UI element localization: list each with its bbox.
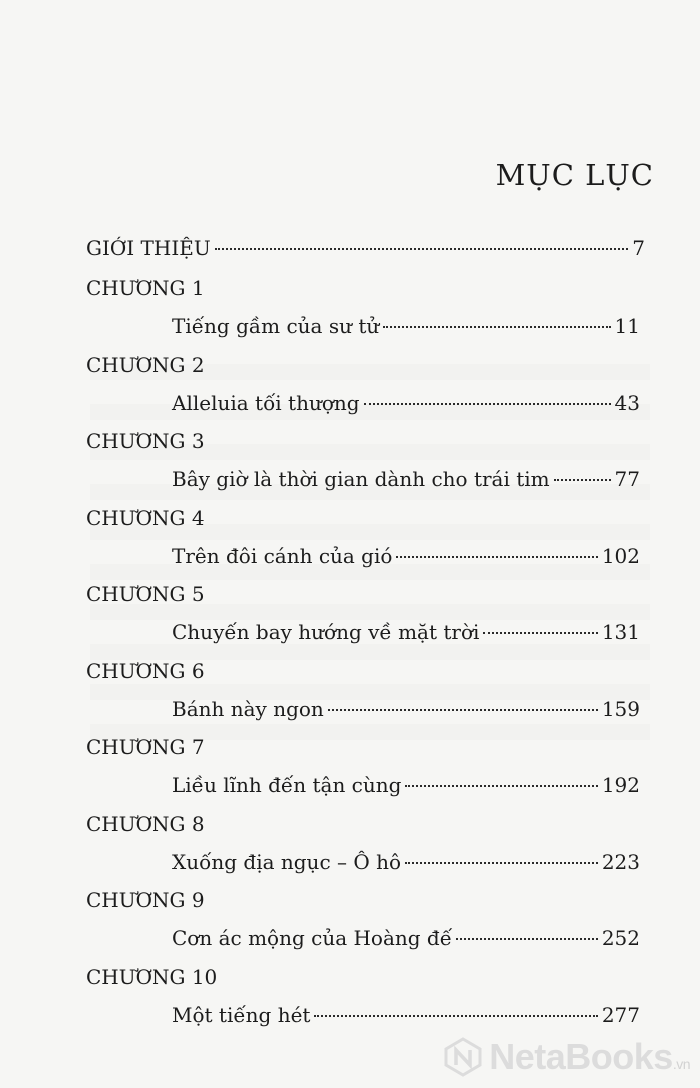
toc-entry-label: Một tiếng hét xyxy=(172,1002,311,1027)
watermark-text xyxy=(489,1036,690,1078)
chapter-heading: CHƯƠNG 6 xyxy=(86,658,205,683)
chapter-heading: CHƯƠNG 9 xyxy=(86,888,205,912)
dot-leader xyxy=(405,862,598,864)
toc-entry[interactable] xyxy=(172,620,640,650)
toc-page-number: 102 xyxy=(601,543,640,568)
toc-entry-label: Xuống địa ngục – Ô hô xyxy=(172,849,402,874)
dot-leader xyxy=(364,403,611,405)
dot-leader xyxy=(405,785,597,787)
dot-leader xyxy=(328,709,598,711)
toc-entry[interactable] xyxy=(172,467,640,497)
toc-entry-label: Trên đôi cánh của gió xyxy=(172,543,393,568)
dot-leader xyxy=(456,938,598,940)
toc-page-number: 159 xyxy=(601,696,640,721)
toc-page-number: 11 xyxy=(614,314,640,338)
chapter-heading: CHƯƠNG 5 xyxy=(86,582,205,606)
page-title: MỤC LỤC xyxy=(495,158,654,192)
dot-leader xyxy=(483,632,597,634)
watermark-brand: NetaBooks xyxy=(489,1036,673,1077)
toc-entry-label: Tiếng gầm của sư tử xyxy=(172,314,380,338)
dot-leader xyxy=(215,248,629,250)
toc-page-number: 277 xyxy=(601,1002,640,1027)
toc-entry-label: Bây giờ là thời gian dành cho trái tim xyxy=(172,467,550,491)
chapter-heading: CHƯƠNG 2 xyxy=(86,352,205,377)
toc-entry[interactable] xyxy=(172,391,640,421)
toc-page-number: 252 xyxy=(601,926,640,950)
toc-entry[interactable] xyxy=(172,1003,640,1033)
toc-page-number: 131 xyxy=(601,620,640,644)
toc-entry-label: Cơn ác mộng của Hoàng đế xyxy=(172,926,453,950)
toc-entry-intro[interactable] xyxy=(86,236,645,266)
toc-entry[interactable] xyxy=(172,314,640,344)
toc-page-number: 192 xyxy=(601,773,640,797)
toc-page-number: 43 xyxy=(614,390,640,415)
toc-entry-label: Bánh này ngon xyxy=(172,696,324,721)
toc-page-number: 223 xyxy=(601,849,640,874)
toc-page-number: 77 xyxy=(614,467,640,491)
toc-entry-label: GIỚI THIỆU xyxy=(86,236,211,260)
chapter-heading: CHƯƠNG 1 xyxy=(86,276,205,300)
dot-leader xyxy=(554,479,611,481)
dot-leader xyxy=(383,326,610,328)
chapter-heading: CHƯƠNG 3 xyxy=(86,429,205,453)
toc-entry[interactable] xyxy=(172,773,640,803)
toc-page-number: 7 xyxy=(632,236,645,260)
toc-entry[interactable] xyxy=(172,926,640,956)
toc-entry-label: Chuyến bay hướng về mặt trời xyxy=(172,620,480,644)
chapter-heading: CHƯƠNG 10 xyxy=(86,964,218,989)
toc-entry-label: Alleluia tối thượng xyxy=(172,390,360,415)
dot-leader xyxy=(396,556,597,558)
watermark-logo xyxy=(443,1036,690,1078)
chapter-heading: CHƯƠNG 8 xyxy=(86,811,205,836)
toc-entry[interactable] xyxy=(172,850,640,880)
netabooks-logo-icon xyxy=(443,1037,483,1077)
chapter-heading: CHƯƠNG 4 xyxy=(86,505,205,530)
toc-entry[interactable] xyxy=(172,697,640,727)
toc-entry[interactable] xyxy=(172,544,640,574)
watermark-suffix: .vn xyxy=(672,1056,690,1072)
chapter-heading: CHƯƠNG 7 xyxy=(86,735,205,759)
toc-entry-label: Liều lĩnh đến tận cùng xyxy=(172,773,402,797)
dot-leader xyxy=(314,1015,597,1017)
